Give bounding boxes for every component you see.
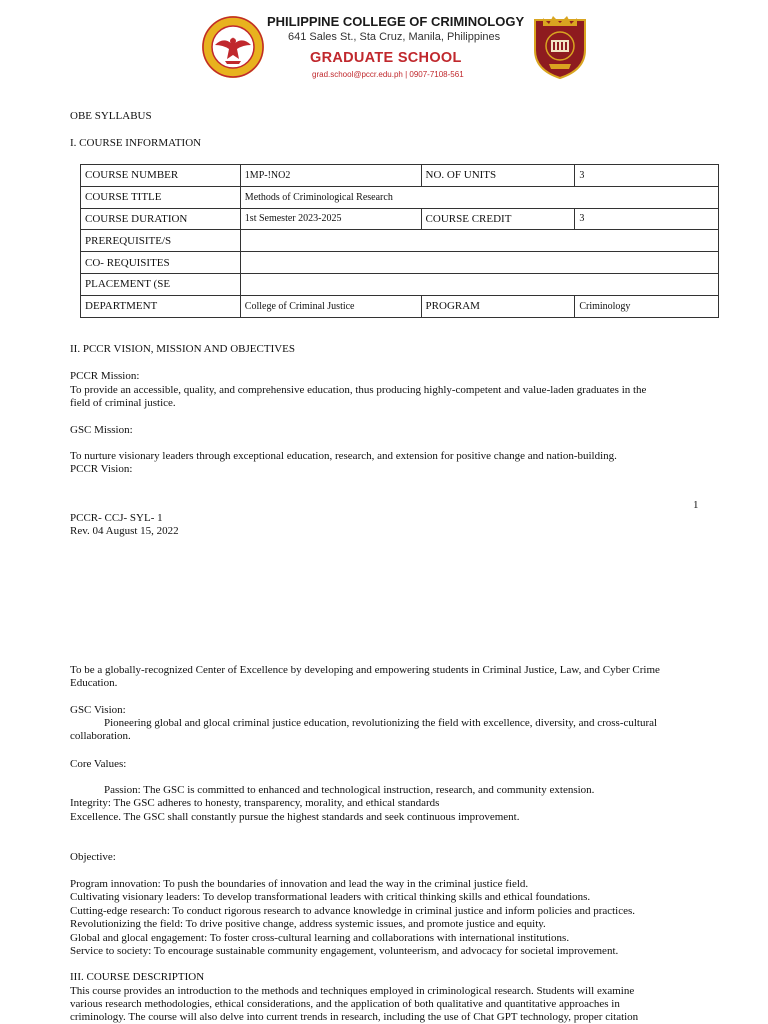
pccr-mission-text: To provide an accessible, quality, and comprehensive education, thus producing highly-competent and value-laden graduates in the — [70, 384, 647, 396]
pccr-mission-text: field of criminal justice. — [70, 397, 176, 409]
gsc-vision-text: Pioneering global and glocal criminal justice education, revolutionizing the field with excellence, diversity, and cross-cultural — [104, 717, 658, 729]
course-information-table — [80, 164, 719, 318]
table-cell: COURSE NUMBER — [81, 165, 241, 187]
pccr-vision-text: Education. — [70, 677, 118, 689]
table-row — [81, 295, 719, 317]
section-course-description: III. COURSE DESCRIPTION — [70, 971, 205, 983]
gsc-vision-label: GSC Vision: — [70, 704, 126, 716]
college-name: PHILIPPINE COLLEGE OF CRIMINOLOGY — [267, 14, 525, 29]
table-row — [81, 230, 719, 252]
core-value-integrity: Integrity: The GSC adheres to honesty, transparency, morality, and ethical standards — [70, 797, 440, 809]
core-values-label: Core Values: — [70, 758, 127, 770]
graduate-school-shield-icon — [531, 14, 589, 80]
footer-revision: Rev. 04 August 15, 2022 — [70, 525, 179, 537]
table-row — [81, 186, 719, 208]
table-row — [81, 252, 719, 274]
college-address: 641 Sales St., Sta Cruz, Manila, Philippines — [288, 31, 501, 43]
table-cell: 3 — [575, 165, 719, 187]
table-row — [81, 165, 719, 187]
course-description-text: various research methodologies, ethical considerations, and the application of both qualitative and quantitative approaches in — [70, 998, 620, 1010]
school-contact: grad.school@pccr.edu.ph | 0907-7108-561 — [312, 70, 464, 79]
objective-item: Cultivating visionary leaders: To develop transformational leaders with critical thinking skills and ethical foundations. — [70, 891, 591, 903]
table-cell: 1MP-!NO2 — [240, 165, 421, 187]
table-row — [81, 208, 719, 230]
table-cell: 1st Semester 2023-2025 — [240, 208, 421, 230]
table-cell: COURSE DURATION — [81, 208, 241, 230]
table-cell: NO. OF UNITS — [421, 165, 575, 187]
objective-item: Service to society: To encourage sustainable community engagement, volunteerism, and advocacy for societal improvement. — [70, 945, 619, 957]
table-cell: DEPARTMENT — [81, 295, 241, 317]
table-cell: COURSE CREDIT — [421, 208, 575, 230]
school-name: GRADUATE SCHOOL — [310, 50, 462, 66]
table-cell: Methods of Criminological Research — [240, 186, 718, 208]
table-cell: COURSE TITLE — [81, 186, 241, 208]
pccr-vision-text: To be a globally-recognized Center of Excellence by developing and empowering students in Criminal Justice, Law, and Cyber Crime — [70, 664, 660, 676]
document-label: OBE SYLLABUS — [70, 110, 152, 122]
table-cell — [240, 252, 718, 274]
section-vision-mission: II. PCCR VISION, MISSION AND OBJECTIVES — [70, 343, 296, 355]
gsc-mission-text: To nurture visionary leaders through exceptional education, research, and extension for positive change and nation-building. — [70, 450, 617, 462]
objective-label: Objective: — [70, 851, 116, 863]
table-cell: PLACEMENT (SE — [81, 273, 241, 295]
pccr-vision-label: PCCR Vision: — [70, 463, 133, 475]
objective-item: Cutting-edge research: To conduct rigorous research to advance knowledge in criminal justice and inform policies and practices. — [70, 905, 636, 917]
pccr-seal-icon — [201, 15, 265, 79]
section-course-information: I. COURSE INFORMATION — [70, 137, 202, 149]
pccr-mission-label: PCCR Mission: — [70, 370, 140, 382]
table-cell — [240, 230, 718, 252]
table-cell: College of Criminal Justice — [240, 295, 421, 317]
core-value-excellence: Excellence. The GSC shall constantly pursue the highest standards and seek continuous improvement. — [70, 811, 520, 823]
table-cell: PREREQUISITE/S — [81, 230, 241, 252]
core-value-passion: Passion: The GSC is committed to enhanced and technological instruction, research, and community extension. — [104, 784, 595, 796]
table-cell: 3 — [575, 208, 719, 230]
course-description-text: criminology. The course will also delve into current trends in research, including the use of Chat GPT technology, proper citation — [70, 1011, 639, 1023]
page-number: 1 — [693, 499, 699, 511]
gsc-vision-text: collaboration. — [70, 730, 131, 742]
footer-code: PCCR- CCJ- SYL- 1 — [70, 512, 163, 524]
objective-item: Global and glocal engagement: To foster cross-cultural learning and collaborations with international institutions. — [70, 932, 570, 944]
table-cell: CO- REQUISITES — [81, 252, 241, 274]
table-cell: PROGRAM — [421, 295, 575, 317]
objective-item: Program innovation: To push the boundaries of innovation and lead the way in the criminal justice field. — [70, 878, 529, 890]
gsc-mission-label: GSC Mission: — [70, 424, 133, 436]
table-cell: Criminology — [575, 295, 719, 317]
course-description-text: This course provides an introduction to the methods and techniques employed in criminological research. Students will examine — [70, 985, 635, 997]
table-cell — [240, 273, 718, 295]
objective-item: Revolutionizing the field: To drive positive change, address systemic issues, and promote justice and equity. — [70, 918, 546, 930]
table-row — [81, 273, 719, 295]
